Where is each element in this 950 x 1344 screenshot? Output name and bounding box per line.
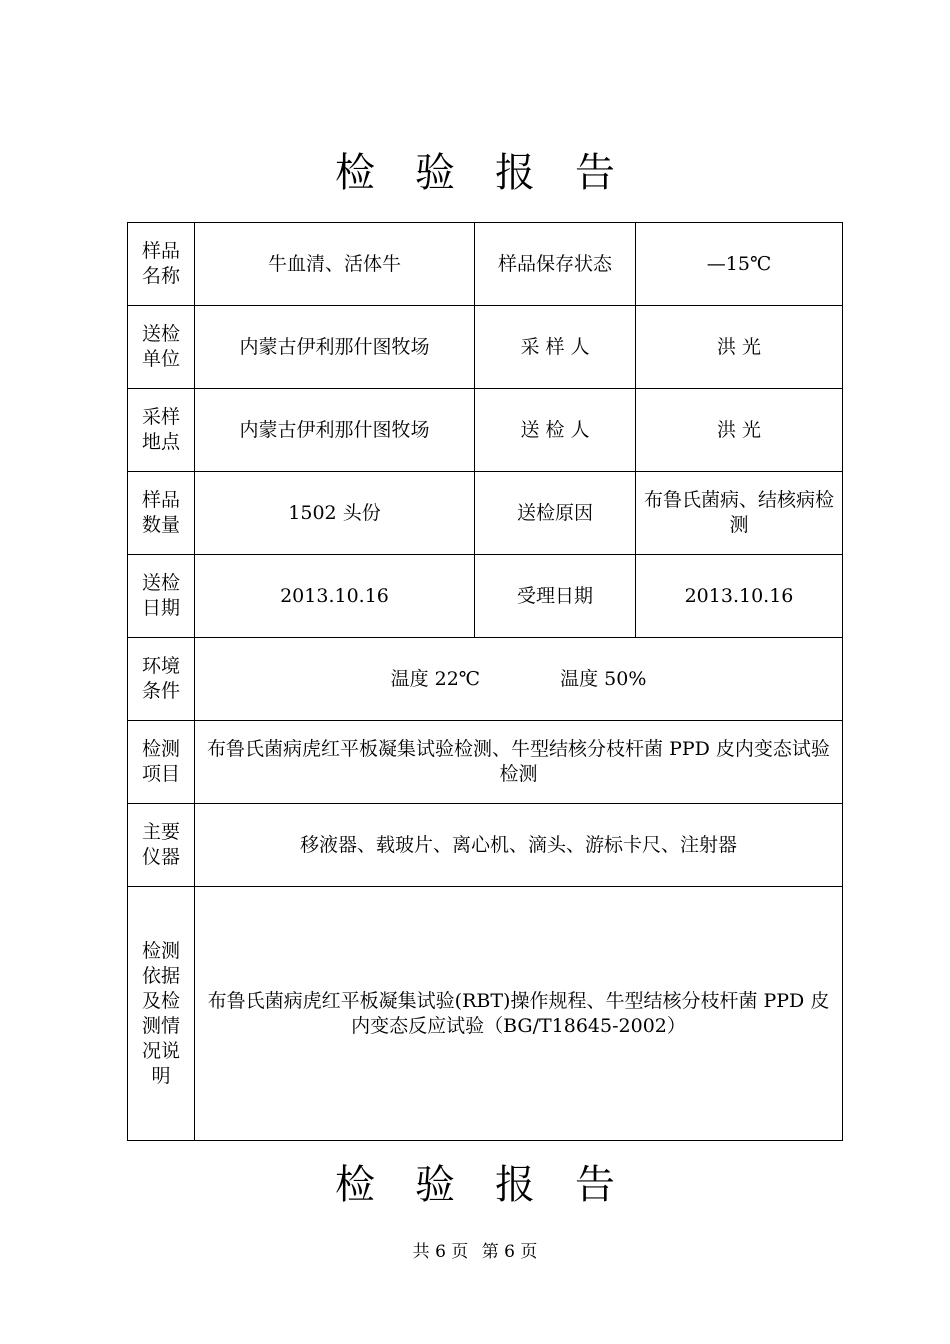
report-table [127,222,843,1141]
storage-state-label: 样品保存状态 [475,223,636,306]
instruments-label: 主要仪器 [128,804,195,887]
page-footer [0,1241,950,1263]
row-sample-qty [128,472,843,555]
sample-qty-value: 1502 头份 [195,472,475,555]
temperature-value: 温度 22℃ [390,667,481,690]
sample-site-value: 内蒙古伊利那什图牧场 [195,389,475,472]
sample-site-label: 采样地点 [128,389,195,472]
accept-date-label: 受理日期 [475,555,636,638]
submit-reason-label: 送检原因 [475,472,636,555]
basis-label: 检测依据及检测情况说明 [128,887,195,1141]
row-submit-date [128,555,843,638]
submit-date-label: 送检日期 [128,555,195,638]
sample-name-value: 牛血清、活体牛 [195,223,475,306]
submitter-value: 洪 光 [636,389,843,472]
test-items-label: 检测项目 [128,721,195,804]
submitter-label: 送 检 人 [475,389,636,472]
submit-unit-label: 送检单位 [128,306,195,389]
row-test-items [128,721,843,804]
environment-value [195,638,843,721]
test-items-value: 布鲁氏菌病虎红平板凝集试验检测、牛型结核分枝杆菌 PPD 皮内变态试验检测 [195,721,843,804]
instruments-value: 移液器、载玻片、离心机、滴头、游标卡尺、注射器 [195,804,843,887]
row-sample-name [128,223,843,306]
sampler-label: 采 样 人 [475,306,636,389]
basis-value: 布鲁氏菌病虎红平板凝集试验(RBT)操作规程、牛型结核分枝杆菌 PPD 皮内变态反应试验（BG/T18645-2002） [195,887,843,1141]
sample-name-label: 样品名称 [128,223,195,306]
report-title-repeat: 检验报告 [335,1162,655,1208]
humidity-value: 温度 50% [560,667,647,690]
accept-date-value: 2013.10.16 [636,555,843,638]
row-basis [128,887,843,1141]
submit-reason-value: 布鲁氏菌病、结核病检测 [636,472,843,555]
submit-unit-value: 内蒙古伊利那什图牧场 [195,306,475,389]
current-page: 第 6 页 [481,1242,538,1262]
row-submit-unit [128,306,843,389]
report-title: 检验报告 [335,150,655,196]
row-instruments [128,804,843,887]
row-sample-site [128,389,843,472]
sample-qty-label: 样品数量 [128,472,195,555]
sampler-value: 洪 光 [636,306,843,389]
storage-state-value: —15℃ [636,223,843,306]
row-environment [128,638,843,721]
environment-label: 环境条件 [128,638,195,721]
submit-date-value: 2013.10.16 [195,555,475,638]
total-pages: 共 6 页 [412,1242,469,1262]
